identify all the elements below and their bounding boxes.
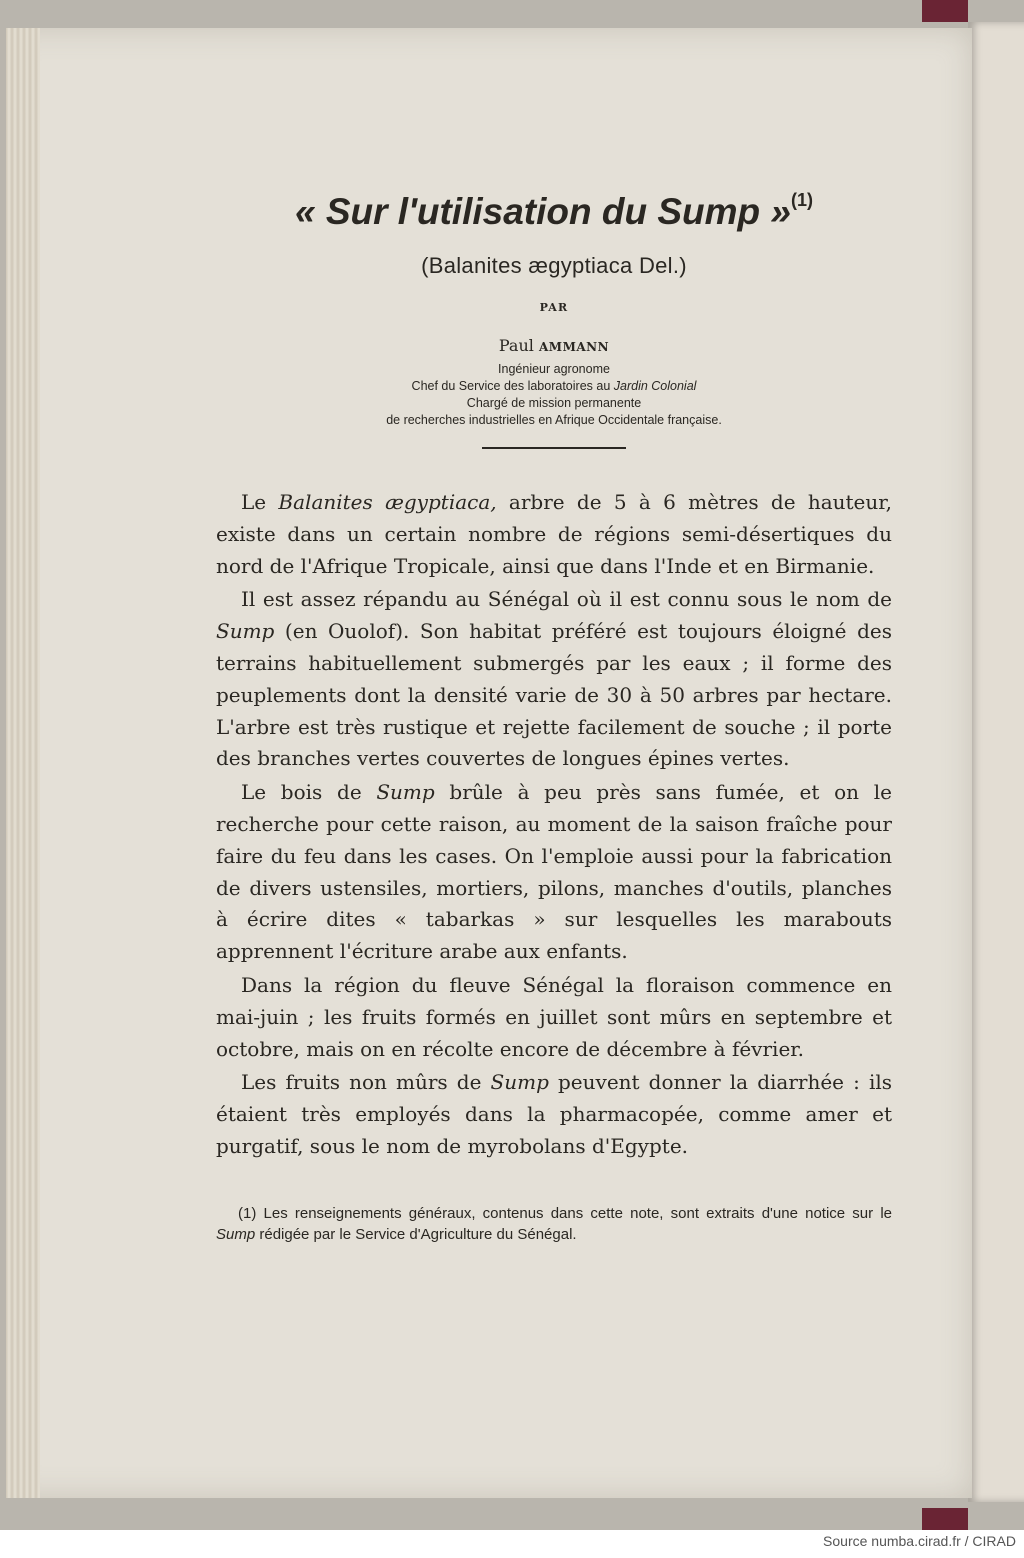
author-last-name: AMMANN (538, 340, 610, 354)
affiliation-line-4: de recherches industrielles en Afrique Occidentale française. (386, 413, 722, 427)
footnote-text-c: rédigée par le Service d'Agriculture du Sénégal. (255, 1225, 577, 1243)
paragraph-2-text-a: Il est assez répandu au Sénégal où il est connu sous le nom de (241, 587, 892, 612)
author-first-name: Paul (498, 336, 534, 355)
paragraph-3-text-a: Le bois de (241, 780, 377, 805)
footnote-text-a: (1) Les renseignements généraux, contenus dans cette note, sont extraits d'une notice sur le (238, 1204, 892, 1222)
footnote (216, 1203, 892, 1245)
article-title (216, 190, 892, 233)
page-stack-edges (6, 28, 40, 1498)
paragraph-5-text-a: Les fruits non mûrs de (241, 1070, 491, 1095)
author-name (216, 336, 892, 355)
title-footnote-marker: (1) (791, 190, 813, 210)
paragraph-5-italic: Sump (490, 1070, 549, 1095)
paragraph-4-text: Dans la région du fleuve Sénégal la floraison commence en mai-juin ; les fruits formés en juillet sont mûrs en septembre et octobre, mais on en récolte encore de décembre à février. (216, 972, 892, 1061)
affiliation-line-1: Ingénieur agronome (498, 362, 610, 376)
paragraph-1-italic: Balanites ægyptiaca, (278, 490, 497, 514)
paragraph-2 (216, 584, 892, 775)
affiliation-line-2a: Chef du Service des laboratoires au (411, 379, 614, 393)
title-text: « Sur l'utilisation du Sump » (294, 191, 791, 232)
paragraph-1-text-a: Le (241, 490, 279, 514)
adjacent-page-edge (968, 22, 1024, 1502)
author-affiliation (216, 361, 892, 429)
article-body (216, 487, 892, 1163)
binding-edge-bottom (922, 1508, 968, 1530)
paragraph-1 (216, 487, 892, 582)
paragraph-3 (216, 777, 892, 968)
paragraph-3-italic: Sump (376, 780, 435, 805)
paragraph-5 (216, 1067, 892, 1162)
affiliation-line-3: Chargé de mission permanente (466, 396, 642, 410)
paragraph-5-text-c: peuvent donner la diarrhée : ils étaient très employés dans la pharmacopée, comme amer et purgatif, sous le nom de myrobolans d'Egypte. (216, 1070, 892, 1158)
title-divider (482, 447, 626, 449)
footnote-italic: Sump (216, 1225, 256, 1243)
article-subtitle: (Balanites ægyptiaca Del.) (421, 253, 687, 278)
paragraph-1-text-c: arbre de 5 à 6 mètres de hauteur, existe dans un certain nombre de régions semi-désertiques du nord de l'Afrique Tropicale, ainsi que dans l'Inde et en Birmanie. (216, 490, 892, 578)
article (216, 190, 892, 1260)
byline-par: PAR (539, 301, 569, 314)
paragraph-3-text-c: brûle à peu près sans fumée, et on le recherche pour cette raison, au moment de la saison fraîche pour faire du feu dans les cases. On l'emploie aussi pour la fabrication de divers ustensiles, mortiers, pilons, manches d'outils, planches à écrire dites « tabarkas » sur lesquelles les marabouts apprennent l'écriture arabe aux enfants. (216, 780, 892, 964)
paragraph-2-text-c: (en Ouolof). Son habitat préféré est toujours éloigné des terrains habituellement submergés par les eaux ; il forme des peuplements dont la densité varie de 30 à 50 arbres par hectare. L'arbre est très rustique et rejette facilement de souche ; il porte des branches vertes couvertes de longues épines vertes. (216, 619, 892, 771)
paragraph-2-italic: Sump (216, 619, 275, 644)
source-credit: Source numba.cirad.fr / CIRAD (823, 1533, 1016, 1549)
paragraph-4 (216, 970, 892, 1065)
affiliation-line-2b: Jardin Colonial (613, 379, 697, 393)
binding-edge-top (922, 0, 968, 22)
